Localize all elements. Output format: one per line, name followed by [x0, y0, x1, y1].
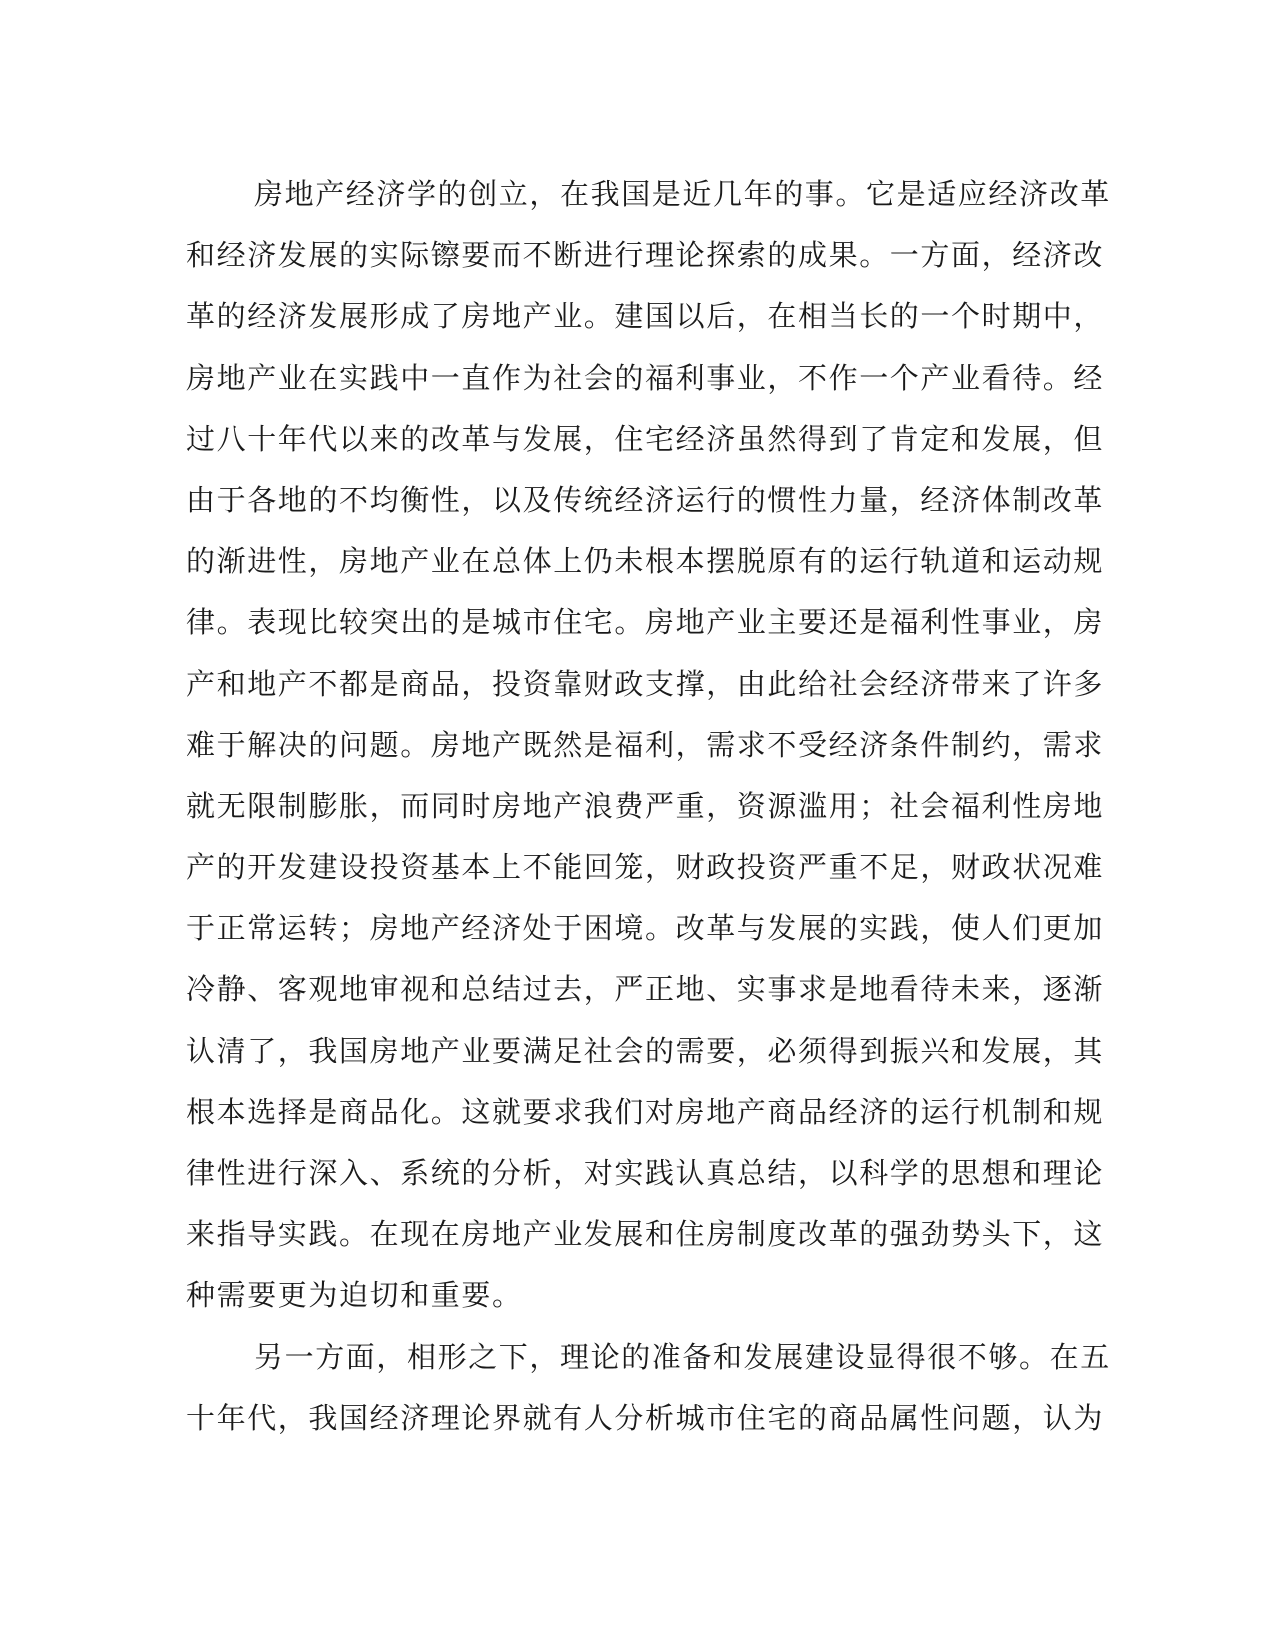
- paragraph-line: 种需要更为迫切和重要。: [186, 1278, 523, 1313]
- paragraph-line: 另一方面，相形之下，理论的准备和发展建设显得很不够。在五: [254, 1339, 1111, 1374]
- paragraph-line: 产和地产不都是商品，投资靠财政支撑，由此给社会经济带来了许多: [186, 666, 1105, 701]
- paragraph-line: 房地产业在实践中一直作为社会的福利事业，不作一个产业看待。经: [186, 360, 1105, 395]
- paragraph-line: 产的开发建设投资基本上不能回笼，财政投资严重不足，财政状况难: [186, 850, 1105, 885]
- paragraph-line: 冷静、客观地审视和总结过去，严正地、实事求是地看待未来，逐渐: [186, 972, 1105, 1007]
- paragraph-line: 律性进行深入、系统的分析，对实践认真总结，以科学的思想和理论: [186, 1156, 1105, 1190]
- paragraph-line: 根本选择是商品化。这就要求我们对房地产商品经济的运行机制和规: [186, 1094, 1105, 1129]
- paragraph-line: 难于解决的问题。房地产既然是福利，需求不受经济条件制约，需求: [186, 727, 1105, 762]
- paragraph-line: 于正常运转；房地产经济处于困境。改革与发展的实践，使人们更加: [186, 911, 1105, 946]
- paragraph-1: [186, 164, 1111, 1327]
- paragraph-line: 过八十年代以来的改革与发展，住宅经济虽然得到了肯定和发展，但: [186, 421, 1105, 456]
- paragraph-2: [186, 1327, 1111, 1449]
- paragraph-line: 的渐进性，房地产业在总体上仍未根本摆脱原有的运行轨道和运动规: [186, 544, 1105, 579]
- paragraph-line: 律。表现比较突出的是城市住宅。房地产业主要还是福利性事业，房: [186, 605, 1105, 640]
- paragraph-line: 认清了，我国房地产业要满足社会的需要，必须得到振兴和发展，其: [186, 1033, 1105, 1068]
- paragraph-line: 十年代，我国经济理论界就有人分析城市住宅的商品属性问题，认为: [186, 1400, 1105, 1435]
- paragraph-line: 由于各地的不均衡性，以及传统经济运行的惯性力量，经济体制改革: [186, 482, 1105, 517]
- body-text: [186, 164, 1111, 1449]
- paragraph-line: 就无限制膨胀，而同时房地产浪费严重，资源滥用；社会福利性房地: [186, 788, 1105, 823]
- paragraph-line: 革的经济发展形成了房地产业。建国以后，在相当长的一个时期中，: [186, 299, 1105, 334]
- paragraph-line: 和经济发展的实际镲要而不断进行理论探索的成果。一方面，经济改: [186, 238, 1105, 273]
- paragraph-line: 房地产经济学的创立，在我国是近几年的事。它是适应经济改革: [254, 177, 1111, 211]
- paragraph-line: 来指导实践。在现在房地产业发展和住房制度改革的强劲势头下，这: [186, 1217, 1105, 1252]
